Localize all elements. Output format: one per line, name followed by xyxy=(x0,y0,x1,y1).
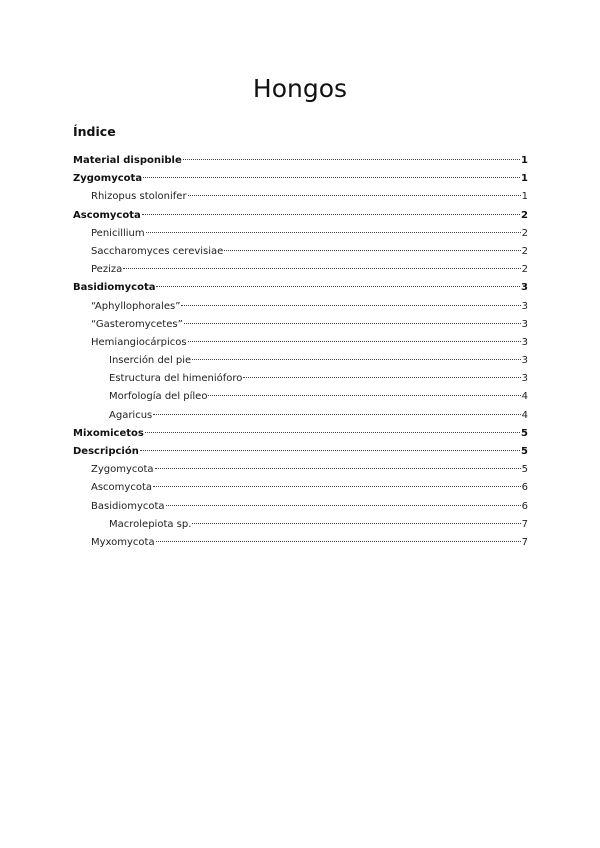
toc-entry-title[interactable]: Basidiomycota xyxy=(91,500,165,512)
toc-dot-leader xyxy=(123,267,520,269)
toc-dot-leader xyxy=(192,358,520,360)
toc-entry[interactable] xyxy=(73,298,528,316)
toc-entry[interactable] xyxy=(73,316,528,334)
toc-entry[interactable] xyxy=(73,461,528,479)
toc-entry-title[interactable]: “Aphyllophorales” xyxy=(91,300,181,312)
toc-entry[interactable] xyxy=(73,443,528,461)
toc-entry-title[interactable]: Agaricus xyxy=(109,409,153,421)
toc-dot-leader xyxy=(153,485,521,487)
toc-dot-leader xyxy=(166,504,521,506)
toc-entry[interactable] xyxy=(73,388,528,406)
toc-entry-title[interactable]: Basidiomycota xyxy=(73,282,156,294)
toc-entry[interactable] xyxy=(73,425,528,443)
toc-page-number[interactable]: 1 xyxy=(521,173,528,185)
toc-entry-title[interactable]: Rhizopus stolonifer xyxy=(91,191,187,203)
toc-entry[interactable] xyxy=(73,370,528,388)
toc-dot-leader xyxy=(146,231,521,233)
toc-page-number[interactable]: 7 xyxy=(521,536,528,548)
toc-entry-title[interactable]: Estructura del himenióforo xyxy=(109,373,243,385)
toc-dot-leader xyxy=(184,322,521,324)
toc-dot-leader xyxy=(224,249,520,251)
toc-dot-leader xyxy=(156,285,520,287)
toc-entry[interactable] xyxy=(73,279,528,297)
toc-page-number[interactable]: 3 xyxy=(521,336,528,348)
toc-entry[interactable] xyxy=(73,479,528,497)
toc-entry-title[interactable]: Penicillium xyxy=(91,227,145,239)
toc-entry[interactable] xyxy=(73,498,528,516)
toc-entry-title[interactable]: Zygomycota xyxy=(91,464,154,476)
toc-dot-leader xyxy=(155,467,521,469)
toc-dot-leader xyxy=(181,304,520,306)
toc-entry[interactable] xyxy=(73,243,528,261)
toc-page-number[interactable]: 2 xyxy=(521,227,528,239)
toc-dot-leader xyxy=(143,176,520,178)
toc-dot-leader xyxy=(243,376,520,378)
toc-dot-leader xyxy=(183,158,520,160)
toc-page-number[interactable]: 5 xyxy=(521,446,528,457)
toc-dot-leader xyxy=(208,394,520,396)
toc-page-number[interactable]: 4 xyxy=(521,391,528,403)
toc-entry-title[interactable]: Peziza xyxy=(91,264,123,276)
toc-entry-title[interactable]: Descripción xyxy=(73,446,139,457)
toc-entry[interactable] xyxy=(73,534,528,552)
toc-entry-title[interactable]: Morfología del píleo xyxy=(109,391,208,403)
toc-dot-leader xyxy=(145,431,520,433)
toc-entry[interactable] xyxy=(73,152,528,170)
toc-page-number[interactable]: 3 xyxy=(521,300,528,312)
toc-entry[interactable] xyxy=(73,516,528,534)
toc-entry-title[interactable]: Myxomycota xyxy=(91,536,155,548)
toc-entry-title[interactable]: Hemiangiocárpicos xyxy=(91,336,187,348)
toc-entry[interactable] xyxy=(73,188,528,206)
toc-dot-leader xyxy=(192,522,520,524)
toc-dot-leader xyxy=(140,449,520,451)
toc-page-number[interactable]: 5 xyxy=(521,427,528,439)
toc-entry[interactable] xyxy=(73,170,528,188)
toc-dot-leader xyxy=(156,540,521,542)
table-of-contents xyxy=(73,152,528,552)
toc-page-number[interactable]: 2 xyxy=(521,264,528,276)
toc-entry-title[interactable]: Material disponible xyxy=(73,155,182,166)
toc-dot-leader xyxy=(188,340,521,342)
toc-heading: Índice xyxy=(73,124,116,139)
toc-page-number[interactable]: 5 xyxy=(521,464,528,476)
toc-entry[interactable] xyxy=(73,207,528,225)
toc-entry[interactable] xyxy=(73,352,528,370)
toc-entry-title[interactable]: Macrolepiota sp. xyxy=(109,518,192,530)
toc-entry-title[interactable]: Saccharomyces cerevisiae xyxy=(91,245,224,257)
document-title: Hongos xyxy=(252,74,348,103)
toc-page-number[interactable]: 7 xyxy=(521,518,528,530)
toc-dot-leader xyxy=(153,413,520,415)
toc-dot-leader xyxy=(188,194,521,196)
toc-page-number[interactable]: 6 xyxy=(521,500,528,512)
toc-page-number[interactable]: 4 xyxy=(521,409,528,421)
toc-page-number[interactable]: 6 xyxy=(521,482,528,494)
toc-page-number[interactable]: 1 xyxy=(521,191,528,203)
toc-entry[interactable] xyxy=(73,261,528,279)
toc-page-number[interactable]: 2 xyxy=(521,245,528,257)
toc-page-number[interactable]: 1 xyxy=(521,155,528,166)
toc-entry[interactable] xyxy=(73,225,528,243)
toc-entry-title[interactable]: Ascomycota xyxy=(91,482,152,494)
toc-page-number[interactable]: 3 xyxy=(521,282,528,294)
toc-entry-title[interactable]: “Gasteromycetes” xyxy=(91,318,183,330)
toc-page-number[interactable]: 3 xyxy=(521,373,528,385)
toc-entry-title[interactable]: Inserción del pie xyxy=(109,355,192,367)
toc-page-number[interactable]: 3 xyxy=(521,355,528,367)
toc-page-number[interactable]: 2 xyxy=(521,209,528,221)
toc-dot-leader xyxy=(142,213,520,215)
toc-entry-title[interactable]: Ascomycota xyxy=(73,209,141,221)
toc-entry[interactable] xyxy=(73,334,528,352)
toc-entry-title[interactable]: Mixomicetos xyxy=(73,427,144,439)
toc-entry[interactable] xyxy=(73,407,528,425)
toc-page-number[interactable]: 3 xyxy=(521,318,528,330)
toc-entry-title[interactable]: Zygomycota xyxy=(73,173,143,185)
